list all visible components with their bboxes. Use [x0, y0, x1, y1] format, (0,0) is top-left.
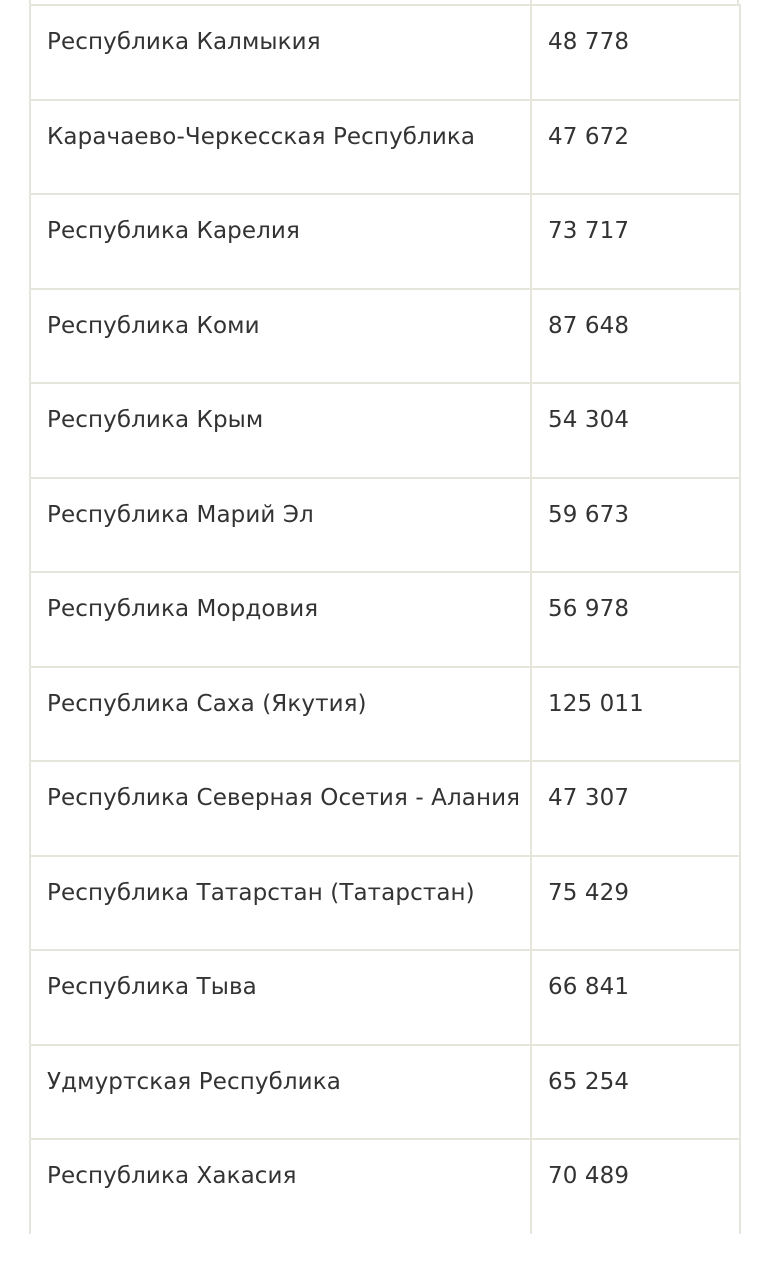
region-value-cell: 87 648	[531, 289, 740, 384]
region-value-cell: 66 841	[531, 950, 740, 1045]
region-name-cell: Удмуртская Республика	[30, 1045, 531, 1140]
region-value-cell: 73 717	[531, 194, 740, 289]
region-name-cell: Республика Марий Эл	[30, 478, 531, 573]
region-value-cell: 47 672	[531, 100, 740, 195]
table-row	[30, 5, 740, 100]
regions-table	[29, 4, 741, 1234]
region-value-cell: 47 307	[531, 761, 740, 856]
table-row	[30, 383, 740, 478]
region-name-cell: Карачаево-Черкесская Республика	[30, 100, 531, 195]
table-row	[30, 761, 740, 856]
region-name-cell: Республика Мордовия	[30, 572, 531, 667]
table-row	[30, 950, 740, 1045]
table-row	[30, 478, 740, 573]
region-name-cell: Республика Карелия	[30, 194, 531, 289]
region-value-cell: 125 011	[531, 667, 740, 762]
table-row	[30, 1045, 740, 1140]
region-value-cell: 75 429	[531, 856, 740, 951]
region-name-cell: Республика Тыва	[30, 950, 531, 1045]
regions-table-body	[30, 5, 740, 1234]
table-row	[30, 1139, 740, 1234]
region-value-cell: 54 304	[531, 383, 740, 478]
region-name-cell: Республика Хакасия	[30, 1139, 531, 1234]
region-name-cell: Республика Коми	[30, 289, 531, 384]
table-row	[30, 667, 740, 762]
table-row	[30, 100, 740, 195]
region-name-cell: Республика Северная Осетия - Алания	[30, 761, 531, 856]
region-value-cell: 70 489	[531, 1139, 740, 1234]
region-value-cell: 48 778	[531, 5, 740, 100]
region-name-cell: Республика Крым	[30, 383, 531, 478]
table-row	[30, 289, 740, 384]
region-value-cell: 59 673	[531, 478, 740, 573]
table-row	[30, 856, 740, 951]
region-name-cell: Республика Калмыкия	[30, 5, 531, 100]
region-name-cell: Республика Татарстан (Татарстан)	[30, 856, 531, 951]
table-row	[30, 572, 740, 667]
region-value-cell: 65 254	[531, 1045, 740, 1140]
table-row	[30, 194, 740, 289]
region-value-cell: 56 978	[531, 572, 740, 667]
region-name-cell: Республика Саха (Якутия)	[30, 667, 531, 762]
regions-table-container	[29, 4, 739, 1234]
